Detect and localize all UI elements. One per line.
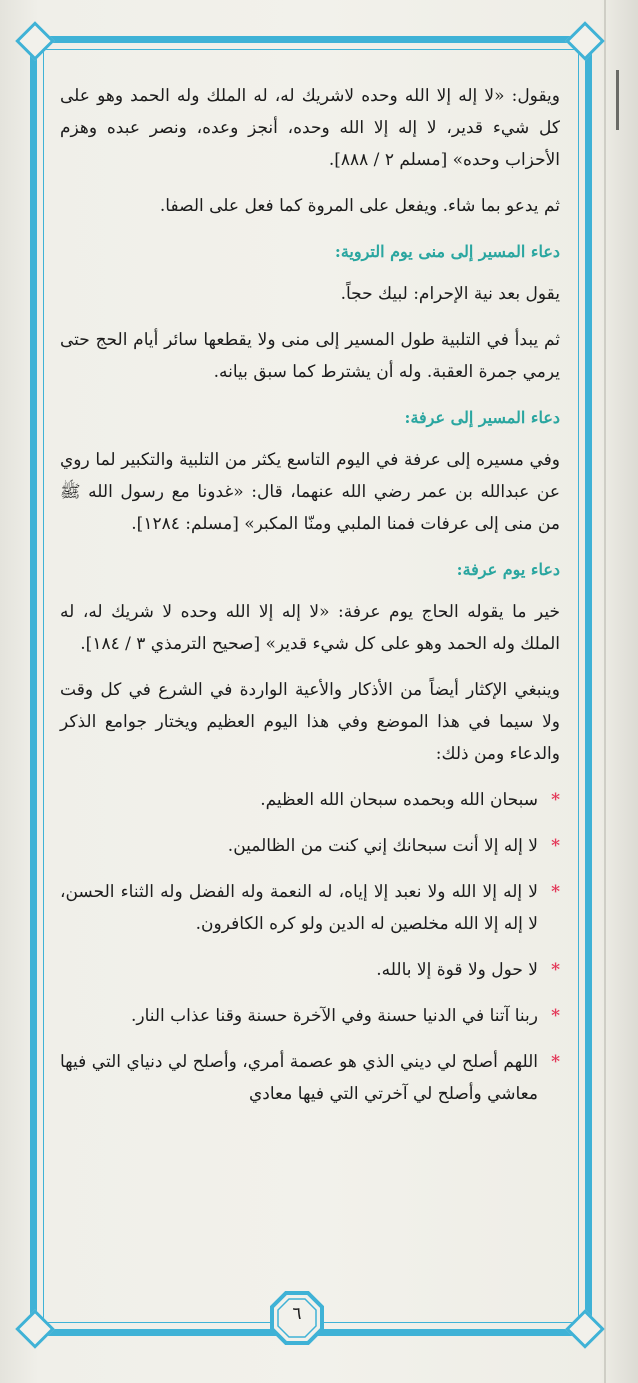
heading-mina-tarwiya: دعاء المسير إلى منى يوم التروية: <box>334 242 560 261</box>
list-item: * اللهم أصلح لي ديني الذي هو عصمة أمري، وأصلح لي دنياي التي فيها معاشي وأصلح لي آخرتي التي فيها معادي <box>60 1046 560 1110</box>
paragraph-tahlil: ويقول: «لا إله إلا الله وحده لاشريك له، له الملك وله الحمد وهو على كل شيء قدير، لا إله إلا الله وحده، أنجز وعده، ونصر عبده وهزم الأحزاب وحده» [مسلم ٢ / ٨٨٨]. <box>60 86 560 170</box>
list-item: * لا إله إلا أنت سبحانك إني كنت من الظالمين. <box>60 830 560 862</box>
page-number: ٦ <box>292 1304 302 1324</box>
page-content <box>60 80 560 1280</box>
page-fold-line <box>604 0 606 1383</box>
bullet-star-icon: * <box>551 790 560 810</box>
list-item: * سبحان الله وبحمده سبحان الله العظيم. <box>60 784 560 816</box>
heading-arafa-day: دعاء يوم عرفة: <box>456 560 560 579</box>
bullet-star-icon: * <box>551 1006 560 1026</box>
page-number-badge <box>269 1290 325 1346</box>
heading-arafa-journey: دعاء المسير إلى عرفة: <box>404 408 560 427</box>
bullet-star-icon: * <box>551 960 560 980</box>
bullet-star-icon: * <box>551 882 560 902</box>
list-item: * لا إله إلا الله ولا نعبد إلا إياه، له النعمة وله الفضل وله الثناء الحسن، لا إله إلا الله مخلصين له الدين ولو كره الكافرون. <box>60 876 560 940</box>
paragraph-dua-marwa: ثم يدعو بما شاء. ويفعل على المروة كما فعل على الصفا. <box>159 196 560 216</box>
paragraph-labbayk: يقول بعد نية الإحرام: لبيك حجاً. <box>340 284 560 304</box>
paragraph-arafa-journey: وفي مسيره إلى عرفة في اليوم التاسع يكثر من التلبية والتكبير لما روي عن عبدالله بن عمر رضي الله عنهما، قال: «غدونا مع رسول الله ﷺ من منى إلى عرفات فمنا الملبي ومنّا المكبر» [مسلم: ١٢٨٤]. <box>60 450 560 534</box>
bullet-star-icon: * <box>551 836 560 856</box>
list-item: * لا حول ولا قوة إلا بالله. <box>60 954 560 986</box>
paragraph-adhkar: وينبغي الإكثار أيضاً من الأذكار والأعية الواردة في الشرع في كل وقت ولا سيما في هذا الموضع وفي هذا اليوم العظيم ويختار جوامع الذكر والدعاء ومن ذلك: <box>60 680 560 764</box>
fold-mark <box>616 70 619 130</box>
paragraph-talbiya: ثم يبدأ في التلبية طول المسير إلى منى ولا يقطعها سائر أيام الحج حتى يرمي جمرة العقبة. وله أن يشترط كما سبق بيانه. <box>60 330 560 382</box>
bullet-star-icon: * <box>551 1052 560 1072</box>
list-item: * ربنا آتنا في الدنيا حسنة وفي الآخرة حسنة وقنا عذاب النار. <box>60 1000 560 1032</box>
paragraph-arafa-dua: خير ما يقوله الحاج يوم عرفة: «لا إله إلا الله وحده لا شريك له، له الملك وله الحمد وهو على كل شيء قدير» [صحيح الترمذي ٣ / ١٨٤]. <box>60 602 560 654</box>
